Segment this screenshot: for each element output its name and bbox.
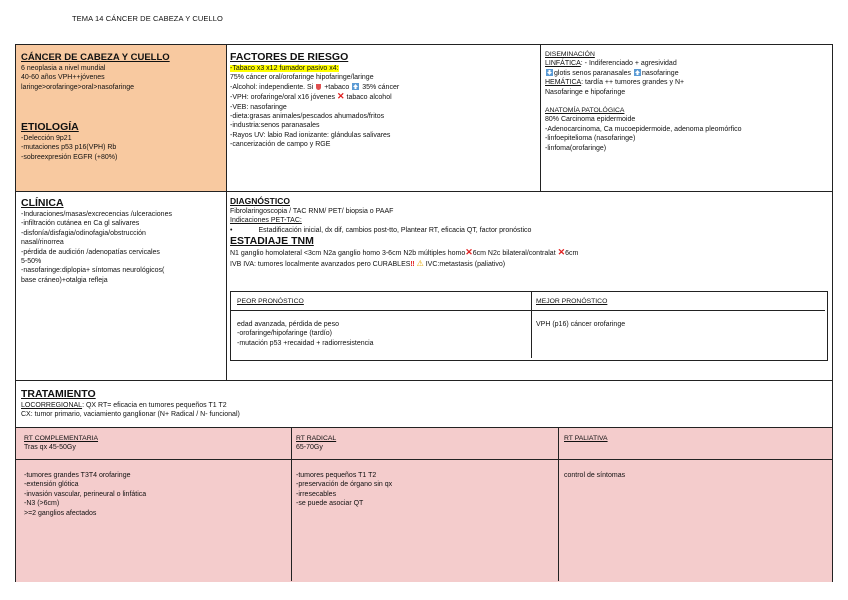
cross-mark-icon: ✕ <box>337 91 345 102</box>
text-line: -Delección 9p21 <box>21 135 72 142</box>
diagnostico-section <box>230 196 578 269</box>
content-frame <box>15 44 833 582</box>
text-fragment: 6cm N2c bilateral/contralat <box>472 250 558 258</box>
list-item: -extensión glótica <box>24 481 79 489</box>
tratamiento-section <box>21 388 240 420</box>
rt-paliativa-header <box>564 434 608 443</box>
factores-section <box>230 51 399 150</box>
text-fragment: 35% cáncer <box>362 83 400 91</box>
text-fragment: 6cm <box>565 250 579 258</box>
rt-complementaria-content <box>24 471 146 518</box>
list-item: -N3 (>6cm) <box>24 500 60 508</box>
text-line: -sobreexpresión EGFR (+80%) <box>21 153 118 161</box>
rt-complementaria-sub: Tras qx 45-50Gy <box>24 444 76 452</box>
text-line: CX: tumor primario, vaciamiento ganglionar (N+ Radical / N- funcional) <box>21 411 240 419</box>
text-line: -pérdida de audición /adenopatías cervicales <box>21 248 160 256</box>
rt-paliativa-content <box>564 471 625 480</box>
rt-radical-title: RT RADICAL <box>296 435 337 442</box>
list-item: -preservación de órgano sin qx <box>296 481 393 489</box>
rt-radical-header <box>296 434 336 453</box>
divider <box>531 292 532 358</box>
divider <box>291 427 292 581</box>
factores-heading: FACTORES DE RIESGO <box>230 51 349 63</box>
text-line: Fibrolaringoscopia / TAC RNM/ PET/ biopsia o PAAF <box>230 208 394 215</box>
text-line: -industria:senos paranasales <box>230 122 320 130</box>
linfatica-label: LINFÁTICA <box>545 60 581 68</box>
peor-pronostico-content <box>237 320 374 348</box>
text-line: laringe>orofaringe>oral>nasofaringe <box>21 83 135 91</box>
text-line: Nasofaringe e hipofaringe <box>545 88 626 96</box>
estadiaje-heading: ESTADIAJE TNM <box>230 235 314 248</box>
anatomia-heading: ANATOMÍA PATOLÓGICA <box>545 107 625 115</box>
text-line: -mutaciones p53 p16(VPH) Rb <box>21 144 117 152</box>
warning-icon: ⚠ <box>416 258 424 268</box>
locorregional-label: LOCORREGIONAL <box>21 402 83 409</box>
pronostico-table <box>230 291 828 361</box>
text-line: -Adenocarcinoma, Ca mucoepidermoide, adenoma pleomórfico <box>545 125 742 133</box>
arrow-up-icon <box>352 83 359 90</box>
hematica-label: HEMÁTICA <box>545 79 582 87</box>
list-item: -se puede asociar QT <box>296 500 364 508</box>
diagnostico-heading: DIAGNÓSTICO <box>230 196 290 206</box>
text-line: nasal/rinorrea <box>21 239 64 247</box>
cancer-heading: CÁNCER DE CABEZA Y CUELLO <box>21 52 170 63</box>
clinica-heading: CLÍNICA <box>21 197 64 209</box>
divider <box>16 459 832 460</box>
divider <box>231 310 825 311</box>
text-fragment: : QX RT= eficacia en tumores pequeños T1 T2 <box>82 402 227 409</box>
mejor-pronostico-content: VPH (p16) cáncer orofaringe <box>536 321 626 328</box>
divider <box>16 191 832 192</box>
text-line: -cancerización de campo y RGE <box>230 141 331 149</box>
cross-mark-icon: ✕ <box>465 247 473 258</box>
text-fragment: tabaco alcohol <box>346 94 392 102</box>
text-line: 5-50% <box>21 258 42 266</box>
list-item: control de síntomas <box>564 472 626 479</box>
arrow-up-icon <box>634 69 641 76</box>
peor-pronostico-heading: PEOR PRONÓSTICO <box>237 298 304 305</box>
cross-mark-icon: ✕ <box>557 247 566 258</box>
rt-complementaria-header <box>24 434 98 453</box>
list-item: >=2 ganglios afectados <box>24 509 97 517</box>
rt-paliativa-title: RT PALIATIVA <box>564 435 608 442</box>
text-line: 40-60 años VPH++jóvenes <box>21 74 105 82</box>
arrow-down-icon <box>546 69 553 76</box>
text-line: -infiltración cutánea en Ca gl salivares <box>21 220 140 228</box>
list-item: -tumores pequeños T1 T2 <box>296 472 377 479</box>
text-line: 6 neoplasia a nivel mundial <box>21 65 106 72</box>
diseminacion-heading: DISEMINACIÓN <box>545 51 595 58</box>
divider <box>540 45 541 191</box>
bullet: • <box>230 226 233 234</box>
list-item: -tumores grandes T3T4 orofaringe <box>24 472 131 479</box>
text-line: -linfoma(orofaringe) <box>545 144 607 152</box>
divider <box>226 45 227 380</box>
rt-complementaria-title: RT COMPLEMENTARIA <box>24 435 99 442</box>
tabaco-highlight: -Tabaco x3 x12 fumador pasivo x4: <box>230 65 339 72</box>
drop-icon <box>316 84 321 90</box>
text-line: edad avanzada, pérdida de peso <box>237 321 339 328</box>
text-fragment: glotis senos paranasales <box>554 69 633 77</box>
divider <box>16 380 832 381</box>
list-item: -irresecables <box>296 490 337 498</box>
text-line: 75% cáncer oral/orofaringe hipofaringe/laringe <box>230 74 374 82</box>
text-fragment: IVC:metastasis (paliativo) <box>425 260 506 268</box>
rt-radical-content <box>296 471 392 509</box>
text-fragment: nasofaringe <box>642 69 679 77</box>
list-item: -invasión vascular, perineural o linfática <box>24 490 147 498</box>
text-line: -dieta:grasas animales/pescados ahumados/fritos <box>230 113 385 121</box>
divider <box>16 427 832 428</box>
text-fragment: IVB IVA: tumores localmente avanzados pero CURABLES <box>230 260 411 268</box>
document-title: TEMA 14 CÁNCER DE CABEZA Y CUELLO <box>72 14 223 23</box>
text-fragment: : tardía ++ tumores grandes y N+ <box>581 79 685 87</box>
divider <box>558 427 559 581</box>
diseminacion-section <box>545 50 742 153</box>
etiologia-heading: ETIOLOGÍA <box>21 121 79 133</box>
text-line: -VEB: nasofaringe <box>230 103 287 111</box>
text-line: -Rayos UV: labio Rad ionizante: glándulas salivares <box>230 131 391 139</box>
rt-radical-sub: 65-70Gy <box>296 444 323 452</box>
text-line: -Induraciones/masas/excrecencias /ulceraciones <box>21 211 172 218</box>
mejor-pronostico-heading: MEJOR PRONÓSTICO <box>536 298 608 305</box>
text-fragment: -Alcohol: independiente. Si <box>230 83 316 91</box>
indicaciones-label: Indicaciones PET-TAC: <box>230 217 302 225</box>
text-line: -nasofaringe:diplopia+ síntomas neurológicos( <box>21 267 165 275</box>
text-fragment: Estadificación inicial, dx dif, cambios post-tto, Plantear RT, eficacia QT, factor pronóstico <box>258 226 532 234</box>
text-fragment: N1 ganglio homolateral <3cm N2a ganglio homo 3-6cm N2b múltiples homo <box>230 250 466 258</box>
double-exclamation-icon: ‼ <box>410 260 415 268</box>
etiologia-section <box>21 121 117 162</box>
text-line: -orofaringe/hipofaringe (tardío) <box>237 330 332 338</box>
tratamiento-heading: TRATAMIENTO <box>21 388 96 400</box>
cancer-section <box>21 51 170 92</box>
text-line: -disfonía/disfagia/odinofagia/obstrucción <box>21 229 146 237</box>
text-fragment: +tabaco <box>324 83 350 91</box>
text-fragment: : - Indiferenciado + agresividad <box>580 60 677 68</box>
text-line: -linfoepitelioma (nasofaringe) <box>545 135 636 143</box>
text-line: -mutación p53 +recaidad + radiorresistencia <box>237 339 374 347</box>
text-fragment: -VPH: orofaringe/oral x16 jóvenes <box>230 94 337 102</box>
clinica-section <box>21 197 172 285</box>
text-line: base cráneo)+otalgia refleja <box>21 276 108 284</box>
text-line: 80% Carcinoma epidermoide <box>545 116 636 124</box>
